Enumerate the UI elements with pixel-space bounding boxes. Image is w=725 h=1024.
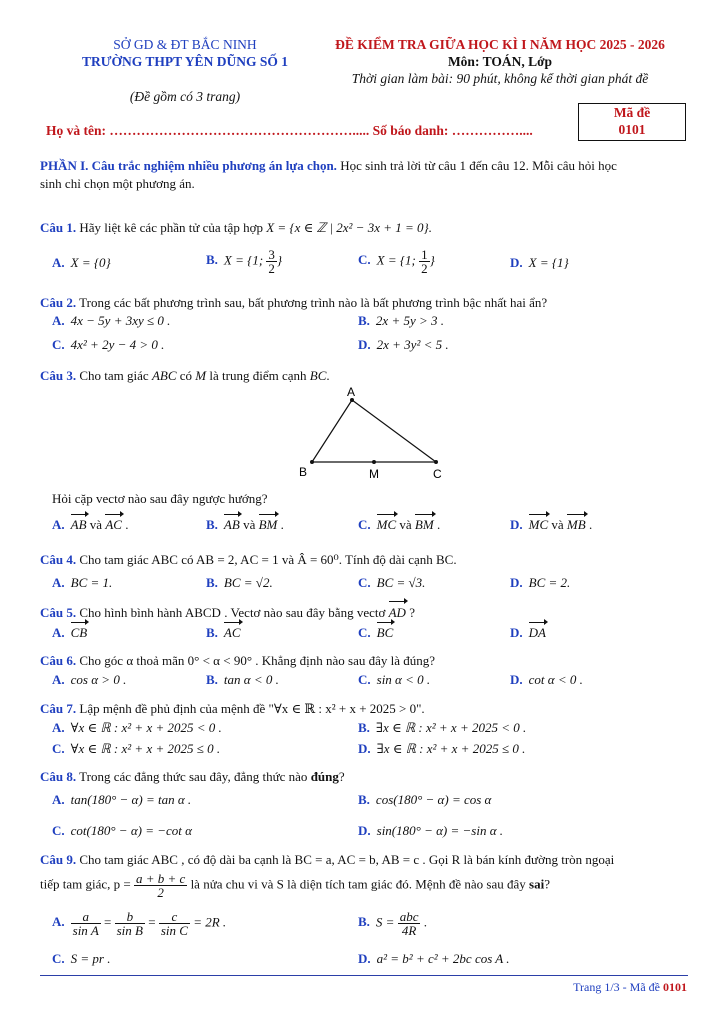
q4-option-a[interactable]: [52, 575, 112, 591]
vector: MC: [376, 517, 397, 532]
option-letter: C.: [358, 625, 371, 640]
option-text: BC = 1.: [70, 575, 113, 590]
option-text: sin(180° − α) = −sin α .: [376, 823, 504, 838]
option-letter: D.: [510, 625, 523, 640]
option-text: X = {0}: [70, 255, 111, 270]
option-letter: C.: [358, 575, 371, 590]
option-letter: B.: [206, 517, 218, 532]
vector: AD: [388, 605, 406, 620]
option-text: ∃x ∈ ℝ : x² + x + 2025 ≤ 0 .: [376, 741, 526, 756]
q4-option-d[interactable]: [510, 575, 570, 591]
q1-option-b[interactable]: B. X = {1; $\frac{3}{2}$ }: [206, 247, 283, 276]
vector: AC: [105, 517, 122, 532]
option-text: X = {1;: [223, 252, 267, 268]
vector: AB: [223, 517, 240, 532]
q4-option-b[interactable]: [206, 575, 273, 591]
option-text: X = {1}: [528, 255, 569, 270]
q5-option-d[interactable]: [510, 625, 546, 641]
option-text: S =: [375, 914, 398, 930]
question-text: ?: [338, 769, 345, 784]
q9-option-b[interactable]: [358, 910, 427, 937]
q6-option-c[interactable]: [358, 672, 430, 688]
point-b-dot: [310, 460, 314, 464]
triangle-name: ABC: [151, 368, 177, 383]
denominator: 2: [157, 885, 164, 900]
question-text: Cho tam giác: [76, 368, 152, 383]
question-emphasis: đúng: [310, 769, 339, 784]
question-4: [40, 551, 688, 569]
q6-option-d[interactable]: [510, 672, 583, 688]
option-letter: D.: [510, 672, 523, 687]
vector: MC: [528, 517, 549, 532]
triangle-side-ac: [352, 400, 436, 462]
q2-option-a[interactable]: [52, 313, 170, 329]
option-text: a² = b² + c² + 2bc cos A .: [376, 951, 510, 966]
option-text: BC = √3.: [376, 575, 426, 590]
option-letter: B.: [358, 792, 370, 807]
question-mark: ?: [544, 876, 550, 892]
question-emphasis: sai: [529, 876, 545, 892]
option-text: cot α < 0 .: [528, 672, 583, 687]
q8-option-d[interactable]: [358, 823, 503, 839]
label-m: M: [369, 467, 379, 481]
option-letter: A.: [52, 792, 65, 807]
numerator: 1: [421, 247, 428, 262]
q8-option-c[interactable]: [52, 823, 192, 839]
q2-option-b[interactable]: [358, 313, 444, 329]
q3-option-b[interactable]: B. AB và BM .: [206, 517, 284, 532]
part1-desc-2: sinh chỉ chọn một phương án.: [40, 176, 195, 191]
option-letter: A.: [52, 255, 65, 270]
vector: BM: [258, 517, 278, 532]
label-c: C: [433, 467, 442, 481]
point-name: M: [195, 368, 207, 383]
conjunction: và: [548, 517, 567, 532]
q7-option-b[interactable]: [358, 720, 526, 736]
school-name: TRƯỜNG THPT YÊN DŨNG SỐ 1: [82, 54, 288, 69]
option-letter: C.: [358, 252, 371, 268]
option-letter: D.: [510, 517, 523, 532]
fraction: [159, 910, 190, 937]
fraction: [134, 872, 187, 899]
q2-option-d[interactable]: [358, 337, 449, 353]
numerator: c: [159, 910, 190, 924]
option-text: ∀x ∈ ℝ : x² + x + 2025 < 0 .: [70, 720, 222, 735]
question-text: Hãy liệt kê các phần tử của tập hợp: [76, 220, 267, 235]
part1-title: PHẦN I. Câu trắc nghiệm nhiều phương án lựa chọn.: [40, 158, 337, 173]
option-letter: C.: [52, 823, 65, 838]
q7-option-d[interactable]: [358, 741, 525, 757]
option-letter: C.: [358, 672, 371, 687]
question-text: là nửa chu vi và S là diện tích tam giác đó. Mệnh đề nào sau đây: [187, 876, 530, 892]
option-text: BC = √2.: [223, 575, 273, 590]
numerator: 3: [268, 247, 275, 262]
option-letter: B.: [206, 252, 218, 268]
vector: AB: [70, 517, 87, 532]
label-b: B: [299, 465, 308, 479]
segment-name: BC: [309, 368, 327, 383]
q8-option-a[interactable]: [52, 792, 191, 808]
fraction: [266, 248, 277, 275]
option-letter: B.: [358, 914, 370, 930]
question-9: [40, 851, 688, 869]
denominator: 2: [421, 261, 428, 276]
option-text: cot(180° − α) = −cot α: [70, 823, 192, 838]
option-letter: A.: [52, 720, 65, 735]
option-letter: A.: [52, 672, 65, 687]
question-8: [40, 768, 688, 786]
vector: DA: [528, 625, 546, 640]
option-letter: B.: [358, 313, 370, 328]
q2-option-c[interactable]: [52, 337, 164, 353]
option-text: 4x − 5y + 3xy ≤ 0 .: [70, 313, 171, 328]
option-letter: A.: [52, 517, 65, 532]
vector: CB: [70, 625, 88, 640]
q6-option-b[interactable]: [206, 672, 279, 688]
footer-page-text: Trang 1/3 - Mã đề: [573, 980, 663, 994]
question-text: Cho hình bình hành ABCD . Vectơ nào sau đây bằng vectơ: [76, 605, 389, 620]
option-text: = 2R .: [189, 914, 227, 930]
question-label: Câu 1.: [40, 220, 77, 235]
option-letter: C.: [52, 741, 65, 756]
conjunction: và: [239, 517, 259, 532]
q5-option-b[interactable]: [206, 625, 241, 641]
question-label: Câu 3.: [40, 368, 77, 383]
footer-divider: [40, 975, 688, 976]
fraction: [71, 910, 101, 937]
fraction: [115, 910, 145, 937]
option-letter: B.: [206, 575, 218, 590]
triangle-side-ab: [312, 400, 352, 462]
option-letter: C.: [52, 337, 65, 352]
question-label: Câu 4.: [40, 552, 77, 567]
option-letter: A.: [52, 914, 65, 930]
question-text: Trong các bất phương trình sau, bất phương trình nào là bất phương trình bậc nhất hai ẩn?: [76, 295, 548, 310]
option-text: BC = 2.: [528, 575, 571, 590]
q7-option-a[interactable]: [52, 720, 222, 736]
footer-exam-code: 0101: [663, 980, 687, 994]
question-text: tiếp tam giác, p =: [40, 876, 134, 892]
point-c-dot: [434, 460, 438, 464]
option-letter: B.: [206, 672, 218, 687]
conjunction: và: [396, 517, 415, 532]
part1-desc-1: Học sinh trả lời từ câu 1 đến câu 12. Mỗi câu hỏi học: [336, 158, 617, 173]
option-text: tan(180° − α) = tan α .: [70, 792, 192, 807]
question-text: có: [176, 368, 196, 383]
question-5: [40, 604, 688, 622]
q6-option-a[interactable]: [52, 672, 126, 688]
student-info-line: Họ và tên: ………………………………………………..... Số báo danh: ……………....: [46, 123, 533, 138]
question-7: [40, 700, 688, 718]
option-letter: C.: [52, 951, 65, 966]
option-text: 2x + 3y² < 5 .: [376, 337, 449, 352]
option-text: tan α < 0 .: [223, 672, 279, 687]
vector: BC: [376, 625, 394, 640]
option-text: X = {1;: [376, 252, 420, 268]
question-label: Câu 7.: [40, 701, 77, 716]
exam-time: Thời gian làm bài: 90 phút, không kể thời gian phát đề: [351, 71, 649, 86]
page-footer: [573, 980, 687, 995]
q3-ask: Hỏi cặp vectơ nào sau đây ngược hướng?: [52, 491, 268, 506]
option-letter: C.: [358, 517, 371, 532]
option-text: S = pr .: [70, 951, 111, 966]
option-text: 4x² + 2y − 4 > 0 .: [70, 337, 165, 352]
option-letter: A.: [52, 313, 65, 328]
q3-option-a[interactable]: A. AB và AC .: [52, 517, 129, 532]
option-letter: D.: [358, 337, 371, 352]
option-letter: D.: [358, 823, 371, 838]
exam-code-label: Mã đề: [613, 105, 651, 120]
question-3: Câu 3. Cho tam giác ABC có M là trung điểm cạnh BC.: [40, 368, 330, 383]
q3-option-c[interactable]: C. MC và BM .: [358, 517, 441, 532]
option-letter: A.: [52, 575, 65, 590]
vector: BM: [414, 517, 434, 532]
exam-title: ĐỀ KIỂM TRA GIỮA HỌC KÌ I NĂM HỌC 2025 - 2026: [335, 37, 665, 52]
vector: AC: [223, 625, 241, 640]
q1-option-a[interactable]: [52, 255, 111, 271]
option-text: .: [420, 914, 427, 930]
option-text: sin α < 0 .: [376, 672, 431, 687]
question-1: [40, 219, 688, 237]
question-9-line-2: [40, 872, 688, 899]
question-label: Câu 8.: [40, 769, 77, 784]
question-math: X = {x ∈ ℤ | 2x² − 3x + 1 = 0}.: [266, 220, 432, 235]
question-text: Cho tam giác ABC có AB = 2, AC = 1 và Â = 60⁰. Tính độ dài cạnh BC.: [76, 552, 457, 567]
numerator: a + b + c: [135, 871, 186, 886]
question-label: Câu 9.: [40, 852, 77, 867]
q5-option-a[interactable]: [52, 625, 87, 641]
q1-option-d[interactable]: [510, 255, 569, 271]
option-text: 2x + 5y > 3 .: [375, 313, 445, 328]
q8-option-b[interactable]: [358, 792, 491, 808]
option-letter: A.: [52, 625, 65, 640]
question-mark: ?: [405, 605, 415, 620]
department-name: SỞ GD & ĐT BẮC NINH: [113, 37, 257, 52]
fraction: [398, 910, 421, 937]
numerator: abc: [399, 909, 419, 924]
conjunction: và: [86, 517, 106, 532]
numerator: b: [115, 910, 145, 924]
q9-option-d[interactable]: [358, 951, 510, 967]
header-left: [40, 36, 330, 105]
label-a: A: [347, 385, 356, 399]
q9-option-c[interactable]: [52, 951, 110, 967]
question-6: [40, 652, 688, 670]
question-text: Cho tam giác ABC , có độ dài ba cạnh là BC = a, AC = b, AB = c . Gọi R là bán kính đường tròn ngoại: [76, 852, 615, 867]
numerator: a: [71, 910, 101, 924]
exam-subject: Môn: TOÁN, Lớp: [447, 54, 553, 69]
option-letter: B.: [358, 720, 370, 735]
q3-option-d[interactable]: D. MC và MB .: [510, 517, 593, 532]
q7-option-c[interactable]: [52, 741, 220, 757]
q9-option-a[interactable]: A. $\frac{a}{\text{sin A}}$ = $\frac{b}{\text{sin B}}$ = $\frac{c}{\text{sin C}}$ = 2R .: [52, 909, 227, 938]
denominator: sin A: [72, 923, 99, 938]
triangle-figure: [290, 384, 450, 484]
option-letter: D.: [510, 255, 523, 270]
option-text: cos(180° − α) = cos α: [375, 792, 492, 807]
question-text: Trong các đẳng thức sau đây, đẳng thức nào: [76, 769, 311, 784]
question-label: Câu 5.: [40, 605, 77, 620]
question-text: Lập mệnh đề phủ định của mệnh đề "∀x ∈ ℝ : x² + x + 2025 > 0".: [76, 701, 425, 716]
pages-note: (Đề gồm có 3 trang): [129, 89, 241, 104]
header-right: [300, 36, 700, 87]
denominator: 2: [268, 261, 275, 276]
exam-code-box: [578, 103, 686, 141]
exam-code-value: 0101: [618, 122, 646, 137]
option-letter: D.: [358, 741, 371, 756]
question-label: Câu 6.: [40, 653, 77, 668]
question-label: Câu 2.: [40, 295, 77, 310]
q4-option-c[interactable]: [358, 575, 425, 591]
option-text: cos α > 0 .: [70, 672, 127, 687]
option-letter: B.: [206, 625, 218, 640]
q1-option-c[interactable]: C. X = {1; $\frac{1}{2}$ }: [358, 247, 435, 276]
question-2: [40, 294, 688, 312]
option-text: ∃x ∈ ℝ : x² + x + 2025 < 0 .: [375, 720, 527, 735]
option-text: ∀x ∈ ℝ : x² + x + 2025 ≤ 0 .: [70, 741, 221, 756]
point-m-dot: [372, 460, 376, 464]
denominator: sin C: [160, 923, 188, 938]
fraction: [419, 248, 430, 275]
option-letter: D.: [358, 951, 371, 966]
option-letter: D.: [510, 575, 523, 590]
question-text: là trung điểm cạnh: [206, 368, 310, 383]
denominator: sin B: [116, 923, 143, 938]
question-text: Cho góc α thoả mãn 0° < α < 90° . Khẳng định nào sau đây là đúng?: [76, 653, 436, 668]
part1-instructions: [40, 157, 688, 193]
denominator: 4R: [401, 923, 417, 938]
vector: MB: [566, 517, 586, 532]
q5-option-c[interactable]: [358, 625, 393, 641]
